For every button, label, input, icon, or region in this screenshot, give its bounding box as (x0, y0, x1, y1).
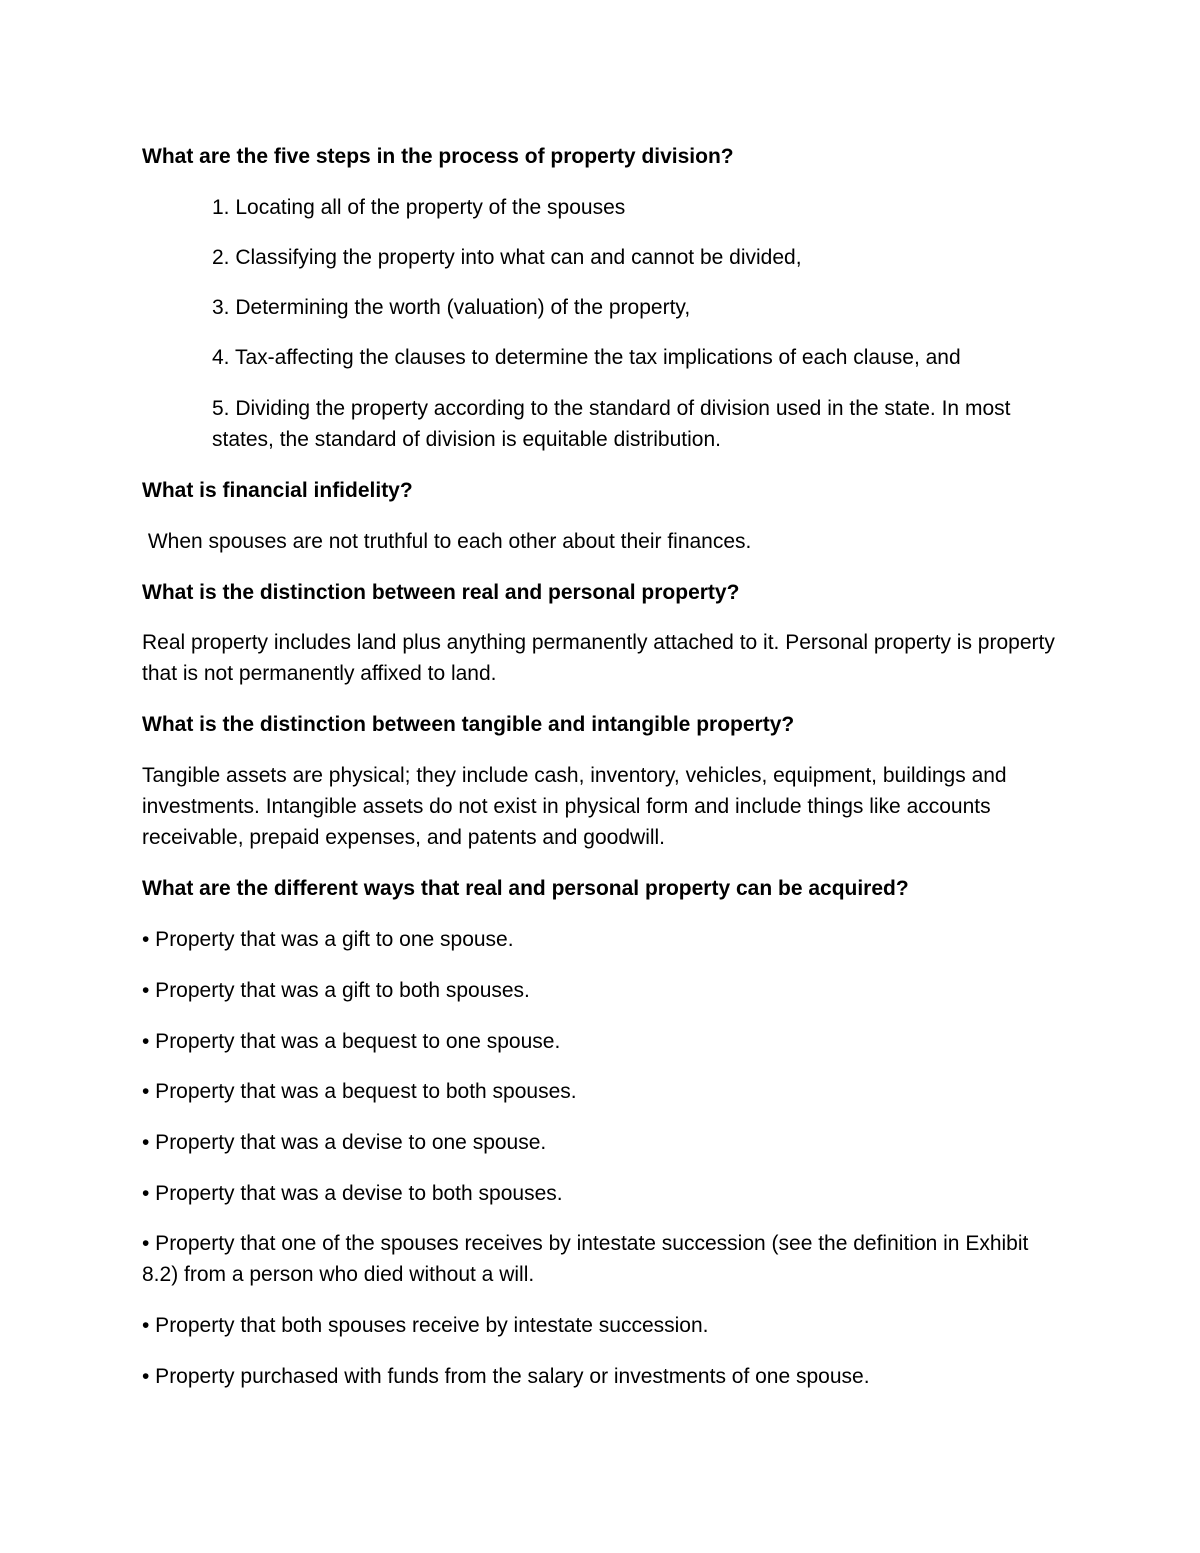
answer-financial-infidelity: When spouses are not truthful to each other about their finances. (142, 530, 752, 553)
step-item-5: 5. Dividing the property according to the standard of division used in the state. In most states, the standard of division is equitable distribution. (212, 397, 1011, 451)
bullet-item-9: • Property purchased with funds from the salary or investments of one spouse. (142, 1365, 870, 1388)
bullet-item-1: • Property that was a gift to one spouse. (142, 928, 514, 951)
answer-real-vs-personal: Real property includes land plus anything permanently attached to it. Personal property is property that is not permanently affixed to land. (142, 631, 1055, 685)
bullet-item-3: • Property that was a bequest to one spouse. (142, 1030, 561, 1053)
question-ways-acquired: What are the different ways that real and personal property can be acquired? (142, 877, 909, 900)
question-real-vs-personal: What is the distinction between real and personal property? (142, 581, 740, 604)
bullet-item-2: • Property that was a gift to both spouses. (142, 979, 530, 1002)
step-item-1: 1. Locating all of the property of the spouses (212, 196, 626, 219)
bullet-item-8: • Property that both spouses receive by intestate succession. (142, 1314, 709, 1337)
bullet-item-6: • Property that was a devise to both spouses. (142, 1182, 563, 1205)
step-item-4: 4. Tax-affecting the clauses to determine the tax implications of each clause, and (212, 346, 961, 369)
question-financial-infidelity: What is financial infidelity? (142, 479, 413, 502)
answer-tangible-vs-intangible: Tangible assets are physical; they include cash, inventory, vehicles, equipment, buildings and investments. Intangible assets do not exist in physical form and include things like accounts receivable, prepaid expenses, and patents and goodwill. (142, 764, 1007, 849)
step-item-2: 2. Classifying the property into what can and cannot be divided, (212, 246, 802, 269)
step-item-3: 3. Determining the worth (valuation) of the property, (212, 296, 691, 319)
bullet-item-5: • Property that was a devise to one spouse. (142, 1131, 547, 1154)
bullet-item-4: • Property that was a bequest to both spouses. (142, 1080, 577, 1103)
question-property-division-steps: What are the five steps in the process of property division? (142, 145, 734, 168)
question-tangible-vs-intangible: What is the distinction between tangible and intangible property? (142, 713, 795, 736)
bullet-item-7: • Property that one of the spouses receives by intestate succession (see the definition in Exhibit 8.2) from a person who died without a will. (142, 1232, 1029, 1286)
